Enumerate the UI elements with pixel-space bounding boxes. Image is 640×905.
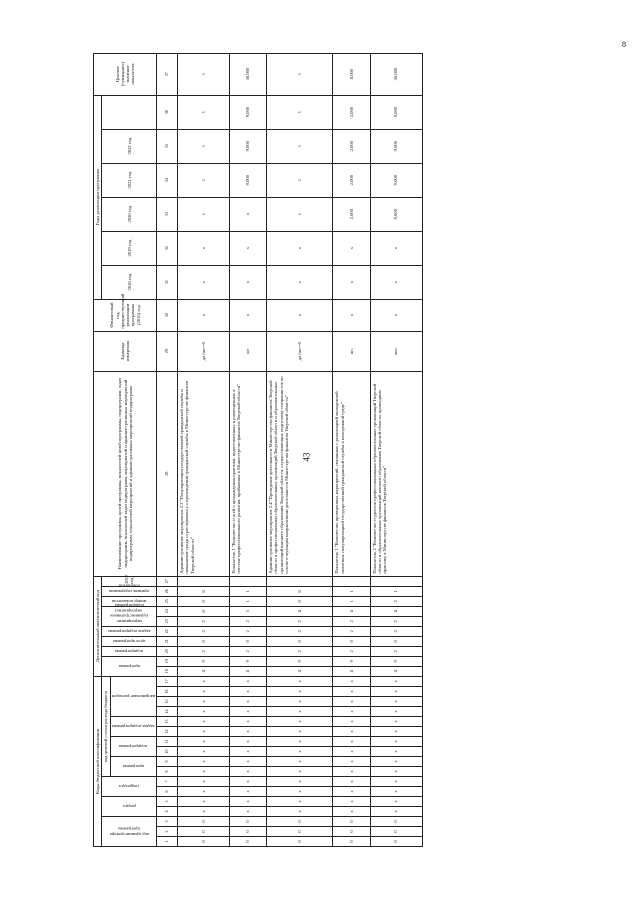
year-header-3: 2020 год	[102, 197, 157, 231]
code-cell: 2	[229, 626, 266, 636]
code-cell: 0	[370, 817, 422, 827]
code-cell: x	[229, 767, 266, 777]
column-number: 7	[157, 777, 178, 787]
fiscal-year-header: Финансовый год, предшествующий реализации программы (2016) год	[94, 299, 157, 331]
row-target: 1	[267, 53, 333, 95]
code-cell-empty	[267, 576, 333, 586]
code-cell: 2	[229, 646, 266, 656]
column-number: 35	[157, 129, 178, 163]
code-cell-empty	[178, 576, 230, 586]
column-number: 6	[157, 787, 178, 797]
code-cell: x	[229, 707, 266, 717]
row-target: 1	[178, 53, 230, 95]
column-number: 14	[157, 707, 178, 717]
year-value: 1	[178, 163, 230, 197]
table-row	[178, 53, 230, 846]
section-header: раздел	[102, 797, 157, 817]
year-value: 9,000	[370, 197, 422, 231]
code-cell: x	[333, 676, 370, 686]
code-cell: 0	[333, 827, 370, 837]
code-cell: x	[267, 747, 333, 757]
year-value: 2,000	[333, 129, 370, 163]
column-number: 12	[157, 727, 178, 737]
code-cell: 0	[178, 827, 230, 837]
code-cell: 0	[333, 817, 370, 827]
code-cell: x	[267, 767, 333, 777]
year-value: 9,000	[370, 95, 422, 129]
code-cell: x	[178, 717, 230, 727]
rotated-table-frame	[93, 62, 422, 847]
code-cell: 2	[370, 596, 422, 606]
row-target: 36,000	[370, 53, 422, 95]
column-number: 1	[157, 837, 178, 847]
code-cell: 2	[267, 646, 333, 656]
code-cell: 0	[333, 636, 370, 646]
year-value: x	[370, 231, 422, 265]
column-number: 16	[157, 687, 178, 697]
column-number: 4	[157, 807, 178, 817]
year-value: x	[267, 231, 333, 265]
column-number: 27	[157, 576, 178, 586]
classifier-sub-3: задача подпрограммы	[102, 626, 157, 636]
code-cell: x	[178, 767, 230, 777]
code-cell: x	[229, 757, 266, 767]
code-cell: 0	[370, 827, 422, 837]
column-number: 3	[157, 817, 178, 827]
code-cell-empty	[370, 576, 422, 586]
rotated-table	[93, 62, 422, 847]
code-cell: 0	[178, 636, 230, 646]
code-cell: 0	[178, 586, 230, 596]
code-cell: 0	[178, 596, 230, 606]
column-number: 13	[157, 717, 178, 727]
row-unit: шт.	[333, 331, 370, 371]
code-cell-empty	[229, 576, 266, 586]
admin-code-header: код администратора программы	[102, 817, 157, 847]
code-cell: x	[178, 707, 230, 717]
target-sub-2: задача подпрограммы	[110, 717, 157, 737]
year-value: x	[229, 265, 266, 299]
code-cell: x	[333, 797, 370, 807]
year-value: 9,000	[370, 129, 422, 163]
row-fiscal-year: x	[333, 299, 370, 331]
column-number: 31	[157, 265, 178, 299]
year-value: x	[267, 265, 333, 299]
column-number: 17	[157, 676, 178, 686]
code-cell: x	[229, 787, 266, 797]
unit-header: Единица измерения	[94, 331, 157, 371]
code-cell-empty	[333, 576, 370, 586]
year-value: x	[178, 265, 230, 299]
column-number: 21	[157, 636, 178, 646]
target-sub-1: подпрограмма	[110, 737, 157, 757]
code-cell: x	[370, 697, 422, 707]
year-value: x	[333, 231, 370, 265]
table-row	[229, 53, 266, 846]
code-cell: x	[267, 777, 333, 787]
code-cell: 4	[370, 606, 422, 616]
year-value: 1	[267, 129, 333, 163]
year-value: 1	[267, 197, 333, 231]
row-fiscal-year: x	[370, 299, 422, 331]
code-cell: x	[267, 737, 333, 747]
code-cell: 2	[370, 646, 422, 656]
year-header-4: 2021 год	[102, 163, 157, 197]
code-cell: 1	[333, 586, 370, 596]
year-header-5: 2022 год	[102, 129, 157, 163]
year-value: x	[229, 197, 266, 231]
code-cell: x	[333, 757, 370, 767]
code-cell: x	[370, 807, 422, 817]
code-cell: 2	[333, 646, 370, 656]
year-value: x	[229, 231, 266, 265]
code-cell: 9	[267, 656, 333, 666]
code-cell: 2	[178, 626, 230, 636]
column-number: 22	[157, 626, 178, 636]
code-cell: x	[333, 727, 370, 737]
column-number: 32	[157, 231, 178, 265]
code-cell: 9	[229, 656, 266, 666]
row-fiscal-year: x	[178, 299, 230, 331]
classifier-header: Дополнительный аналитический код	[94, 576, 102, 676]
row-name: Показатель 2 "Количество студентов профессиональных образовательных организаций Тверской области и образовательных организаций высшего образования Тверской области, прошедших практику в Министерстве финансов Тверской области"	[370, 371, 422, 576]
target-sub-0: программа	[110, 757, 157, 777]
code-cell: 0	[333, 837, 370, 847]
year-value: 9,000	[229, 163, 266, 197]
code-cell: 0	[267, 817, 333, 827]
column-number: 28	[157, 371, 178, 576]
code-cell: 1	[229, 586, 266, 596]
budget-codes-header: Коды бюджетной классификации	[94, 676, 102, 846]
column-number: 20	[157, 646, 178, 656]
column-number: 29	[157, 331, 178, 371]
year-value: 9,000	[370, 163, 422, 197]
table-row	[370, 53, 422, 846]
code-cell: x	[333, 687, 370, 697]
code-cell: x	[229, 727, 266, 737]
code-cell: x	[267, 717, 333, 727]
name-header: Наименование программы, целей программы, показателей целей программы, подпрограмм, задач подпрограмм, показателей задач подпрограмм, мероприятий и административных мероприятий подпрограмм, показателей мероприятий и административных мероприятий подпрограмм	[94, 371, 157, 576]
code-cell: x	[370, 747, 422, 757]
row-name: Показатель 1 "Количество проведенных мероприятий, связанных с реализацией молодежной политики, популяризацией государственной гражданской службы в молодежной среде"	[333, 371, 370, 576]
code-cell: x	[370, 797, 422, 807]
code-cell: 0	[267, 837, 333, 847]
row-fiscal-year: x	[267, 299, 333, 331]
code-cell: x	[178, 687, 230, 697]
row-target: 8,000	[333, 53, 370, 95]
classifier-sub-0: программа	[102, 656, 157, 676]
column-number: 15	[157, 697, 178, 707]
code-cell: x	[178, 787, 230, 797]
year-header-2: 2019 год	[102, 231, 157, 265]
column-number: 5	[157, 797, 178, 807]
row-name: Показатель 1 "Количество статей о прохождении практики, подготовленных и размещенных в системе профессионального развития, прибывших в Министерство финансов Тверской области"	[229, 371, 266, 576]
code-cell: x	[267, 697, 333, 707]
header-row-1	[94, 53, 102, 846]
code-cell: 0	[370, 837, 422, 847]
code-cell: x	[229, 777, 266, 787]
code-cell: 2	[370, 616, 422, 626]
code-cell: x	[370, 757, 422, 767]
code-cell: 4	[178, 666, 230, 676]
column-number: 34	[157, 163, 178, 197]
code-cell: 2	[333, 616, 370, 626]
code-cell: x	[178, 676, 230, 686]
code-cell: 4	[333, 606, 370, 616]
code-cell: 0	[178, 817, 230, 827]
code-cell: x	[229, 687, 266, 697]
code-cell: x	[267, 687, 333, 697]
column-number: 23	[157, 616, 178, 626]
code-cell: 4	[267, 666, 333, 676]
code-cell: 4	[267, 606, 333, 616]
column-number: 8	[157, 767, 178, 777]
code-cell: 0	[229, 636, 266, 646]
code-cell: x	[370, 737, 422, 747]
column-number: 9	[157, 757, 178, 767]
column-number: 11	[157, 737, 178, 747]
year-value: x	[178, 231, 230, 265]
year-header-0: 2017 год	[102, 576, 157, 586]
code-cell: 0	[229, 837, 266, 847]
column-number: 18	[157, 666, 178, 676]
code-cell: 2	[178, 646, 230, 656]
year-value: x	[370, 265, 422, 299]
column-number: 10	[157, 747, 178, 757]
classifier-sub-5: номер показателя	[102, 596, 157, 606]
classifier-sub-2: цель программы	[102, 636, 157, 646]
years-header: Годы реализации программы	[94, 95, 102, 299]
code-cell: 1	[333, 596, 370, 606]
year-value: 1	[178, 197, 230, 231]
row-target: 36,000	[229, 53, 266, 95]
code-cell: x	[333, 717, 370, 727]
year-value: 1	[267, 163, 333, 197]
code-cell: x	[229, 697, 266, 707]
code-cell: x	[333, 807, 370, 817]
program-indicators-table	[93, 53, 423, 847]
code-cell: x	[267, 797, 333, 807]
column-number: 26	[157, 586, 178, 596]
table-row	[267, 53, 333, 846]
code-cell: 4	[370, 666, 422, 676]
row-name: Административное мероприятие 2.3 "Популяризация государственной гражданской службы и повышение среди отрасти(выявл.) о прохождении гражданской службы в Министерстве финансов Тверской области"	[178, 371, 230, 576]
code-cell: 4	[333, 666, 370, 676]
row-unit: да /нет=0	[267, 331, 333, 371]
year-value: 2,000	[333, 197, 370, 231]
code-cell: x	[333, 707, 370, 717]
code-cell: x	[229, 676, 266, 686]
code-cell: 2	[178, 616, 230, 626]
code-cell: x	[370, 777, 422, 787]
subsection-header: подраздел	[102, 777, 157, 797]
code-cell: x	[370, 787, 422, 797]
code-cell: 9	[333, 656, 370, 666]
year-value: 2,000	[333, 95, 370, 129]
code-cell: x	[267, 807, 333, 817]
code-cell: 4	[229, 666, 266, 676]
row-fiscal-year: x	[229, 299, 266, 331]
code-cell: x	[370, 676, 422, 686]
code-cell: x	[370, 707, 422, 717]
code-cell: x	[229, 717, 266, 727]
code-cell: 0	[229, 817, 266, 827]
year-value: 2,000	[333, 163, 370, 197]
code-cell: x	[178, 807, 230, 817]
code-cell: x	[178, 777, 230, 787]
code-cell: 0	[267, 586, 333, 596]
code-cell: x	[267, 727, 333, 737]
code-cell: x	[370, 727, 422, 737]
code-cell: 2	[267, 626, 333, 636]
year-value: 1	[178, 95, 230, 129]
column-number: 2	[157, 827, 178, 837]
code-cell: x	[178, 747, 230, 757]
code-cell: x	[178, 797, 230, 807]
code-cell: x	[370, 717, 422, 727]
column-number: 30	[157, 299, 178, 331]
code-cell: 0	[267, 636, 333, 646]
target-article-header: код целевой статьи расхода бюджета	[102, 676, 110, 776]
table-row	[333, 53, 370, 846]
code-cell: 9	[178, 656, 230, 666]
code-cell: 2	[229, 616, 266, 626]
code-cell: x	[178, 727, 230, 737]
column-number: 33	[157, 197, 178, 231]
code-cell: x	[229, 747, 266, 757]
year-header-1: 2018 год	[102, 265, 157, 299]
code-cell: x	[333, 737, 370, 747]
code-cell: x	[333, 777, 370, 787]
year-value: 1	[178, 129, 230, 163]
code-cell: x	[267, 707, 333, 717]
code-cell: x	[333, 767, 370, 777]
code-cell: x	[178, 737, 230, 747]
row-unit: да /нет=0	[178, 331, 230, 371]
code-cell: x	[178, 697, 230, 707]
row-unit: чел.	[370, 331, 422, 371]
column-number-row	[157, 53, 178, 846]
code-cell: x	[333, 697, 370, 707]
classifier-sub-4: мероприятие (административное мероприятие) подпрограммы	[102, 606, 157, 626]
corner-mark: 8	[622, 40, 626, 49]
code-cell: x	[267, 757, 333, 767]
code-cell: 2	[267, 616, 333, 626]
column-number: 24	[157, 606, 178, 616]
classifier-sub-6: признак содержания показателя	[102, 586, 157, 596]
code-cell: 2	[370, 626, 422, 636]
column-number: 37	[157, 53, 178, 95]
code-cell: 2	[333, 626, 370, 636]
row-name: Административное мероприятие 2.4 "Проведение деятельности Министерства финансов Тверской области и профессиональных образовательных организаций Тверской области и образовательных организаций высшего образования Тверской области, осуществляющих подготовку специалистов по соответствующим направлениям деятельности Министерства финансов Тверской области"	[267, 371, 333, 576]
code-cell: 0	[370, 636, 422, 646]
target-header: Целевое (суммарное) значение показателя	[94, 53, 157, 95]
column-number: 25	[157, 596, 178, 606]
classifier-sub-1: подпрограмма	[102, 646, 157, 656]
code-cell: 3	[229, 606, 266, 616]
code-cell: 1	[229, 596, 266, 606]
code-cell: 9	[370, 656, 422, 666]
code-cell: x	[229, 807, 266, 817]
target-sub-3: направление расходов	[110, 676, 157, 716]
year-value: x	[333, 265, 370, 299]
code-cell: x	[333, 747, 370, 757]
code-cell: x	[267, 676, 333, 686]
year-value: 1	[267, 95, 333, 129]
row-unit: шт	[229, 331, 266, 371]
code-cell: 0	[267, 596, 333, 606]
code-cell: 1	[370, 586, 422, 596]
code-cell: 0	[229, 827, 266, 837]
column-number: 36	[157, 95, 178, 129]
code-cell: x	[333, 787, 370, 797]
code-cell: x	[267, 787, 333, 797]
code-cell: x	[178, 757, 230, 767]
code-cell: 0	[267, 827, 333, 837]
year-value: 9,000	[229, 95, 266, 129]
code-cell: 0	[178, 837, 230, 847]
year-value: 9,000	[229, 129, 266, 163]
code-cell: x	[229, 797, 266, 807]
code-cell: x	[370, 687, 422, 697]
code-cell: x	[229, 737, 266, 747]
code-cell: x	[370, 767, 422, 777]
code-cell: 0	[178, 606, 230, 616]
page-number: 43	[301, 452, 312, 462]
column-number: 19	[157, 656, 178, 666]
